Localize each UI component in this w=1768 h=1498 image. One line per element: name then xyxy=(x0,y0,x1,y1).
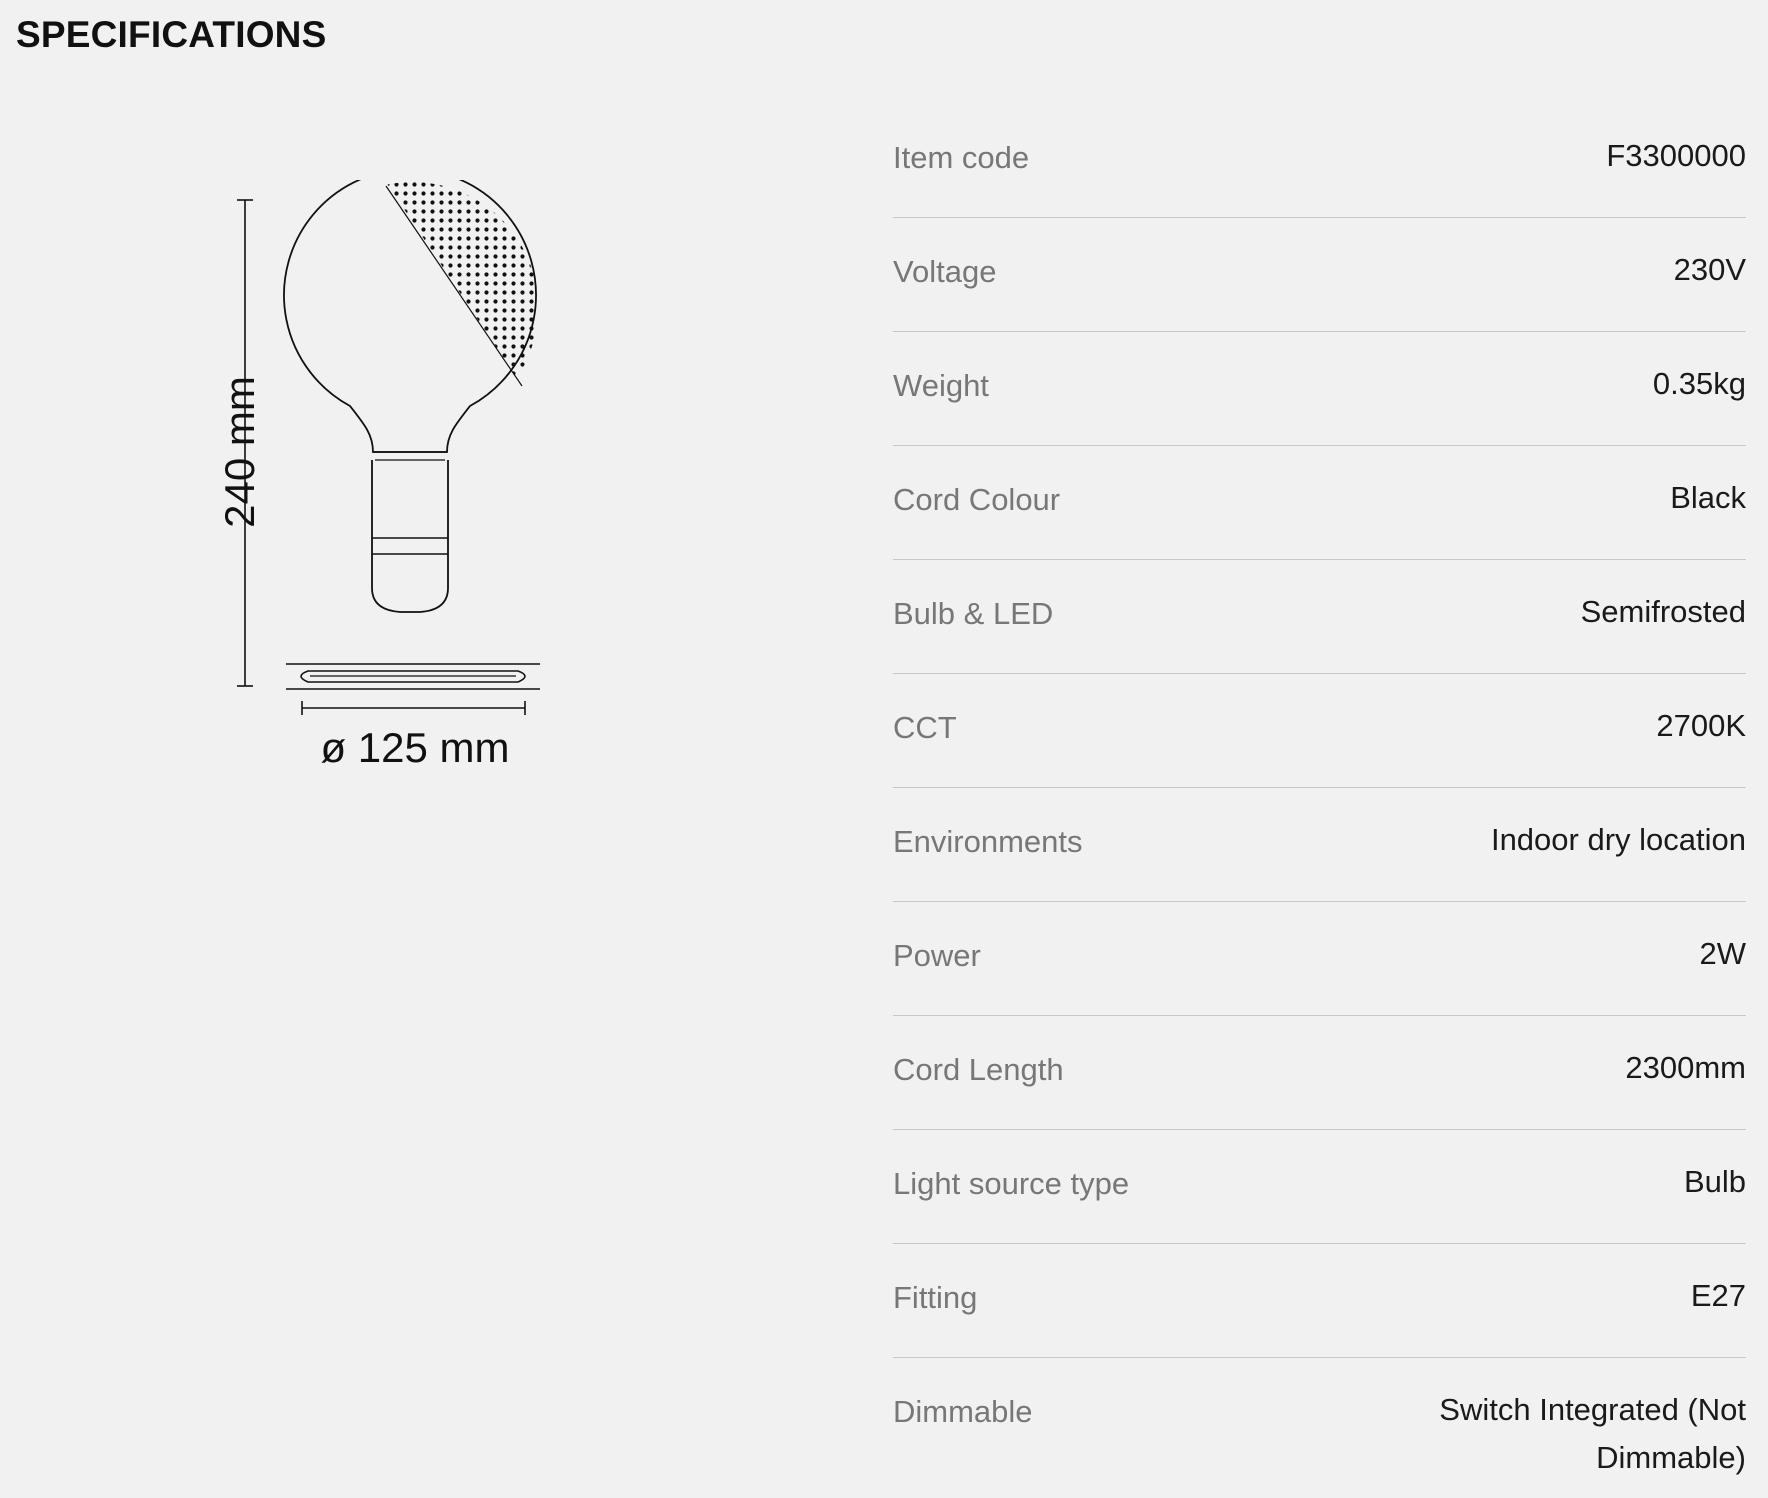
spec-row-power xyxy=(893,902,1746,1016)
spec-label: Fitting xyxy=(893,1280,978,1315)
page-title: SPECIFICATIONS xyxy=(16,14,327,55)
lamp-drawing xyxy=(140,180,560,780)
spec-value: 2300mm xyxy=(1625,1050,1746,1085)
spec-value: Semifrosted xyxy=(1580,594,1746,629)
spec-row-cord-colour xyxy=(893,446,1746,560)
spec-value: Indoor dry location xyxy=(1490,822,1746,857)
spec-value: 230V xyxy=(1673,252,1746,287)
spec-value: Switch Integrated (Not Dimmable) xyxy=(1439,1392,1746,1475)
spec-row-cct xyxy=(893,674,1746,788)
spec-value: F3300000 xyxy=(1606,138,1746,173)
lamp-outline-icon xyxy=(140,180,560,780)
spec-row-light-source-type xyxy=(893,1130,1746,1244)
spec-value: 2W xyxy=(1699,936,1746,971)
spec-row-environments xyxy=(893,788,1746,902)
spec-label: Power xyxy=(893,938,981,973)
spec-value: E27 xyxy=(1690,1278,1746,1313)
spec-value: 2700K xyxy=(1656,708,1746,743)
spec-row-cord-length xyxy=(893,1016,1746,1130)
spec-table xyxy=(893,104,1746,1498)
spec-label: Environments xyxy=(893,824,1083,859)
diameter-dimension-label: ø 125 mm xyxy=(320,724,510,771)
spec-label: Cord Length xyxy=(893,1052,1064,1087)
spec-label: Item code xyxy=(893,140,1030,175)
spec-row-weight xyxy=(893,332,1746,446)
spec-label: Weight xyxy=(893,368,989,403)
spec-label: Dimmable xyxy=(893,1394,1033,1429)
height-dimension-label: 240 mm xyxy=(216,376,263,528)
spec-label: Light source type xyxy=(893,1166,1130,1201)
spec-value: Black xyxy=(1670,480,1746,515)
spec-label: Bulb & LED xyxy=(893,596,1054,631)
spec-row-item-code xyxy=(893,104,1746,218)
spec-value: 0.35kg xyxy=(1652,366,1746,401)
spec-label: Cord Colour xyxy=(893,482,1061,517)
spec-row-bulb-led xyxy=(893,560,1746,674)
spec-label: Voltage xyxy=(893,254,997,289)
spec-row-dimmable xyxy=(893,1358,1746,1498)
spec-label: CCT xyxy=(893,710,957,745)
spec-value: Bulb xyxy=(1683,1164,1746,1199)
spec-row-fitting xyxy=(893,1244,1746,1358)
spec-row-voltage xyxy=(893,218,1746,332)
